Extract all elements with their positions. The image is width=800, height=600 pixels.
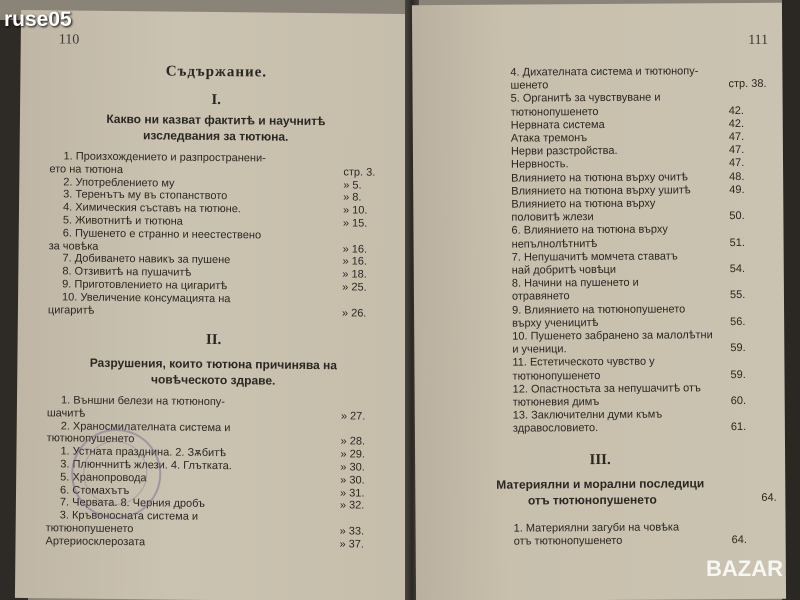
toc-entry-text: 9. Влиянието на тютюнопушенето	[512, 302, 686, 317]
toc-entry-text: 12. Опастностьта за непушачитѣ отъ	[512, 382, 701, 396]
toc-entry-text: 5. Органитѣ за чувствуване и	[510, 91, 661, 106]
toc-page-ref: 64.	[731, 534, 748, 547]
toc-page-ref: » 31.	[339, 486, 365, 500]
toc-entry-text: 6. Пушенето е странно и неестествено	[62, 227, 262, 242]
toc-entry-text: Нерви разстройства.	[510, 145, 618, 158]
toc-entry-text: здравословието.	[512, 422, 599, 435]
toc-entry	[500, 521, 788, 535]
section-heading-line: Разрушения, които тютюна причинява на	[89, 355, 338, 373]
toc-entry-text: цигаритѣ	[47, 303, 95, 317]
toc-page-ref: 59.	[730, 342, 746, 355]
toc-page-ref: 60.	[730, 394, 747, 408]
toc-page-ref: 55.	[729, 289, 746, 302]
page-number: 111	[748, 32, 769, 48]
toc-entry-text: 2. Употреблението му	[63, 176, 175, 190]
toc-page-ref: 42.	[728, 104, 745, 117]
toc-entry-text: тютюнопушенето	[45, 522, 134, 536]
section-heading-line: Какво ни казват фактитѣ и научнитѣ	[106, 111, 326, 129]
section-numeral: II.	[205, 331, 222, 349]
toc-page-ref: 49.	[729, 183, 745, 196]
toc-page-ref: 42.	[728, 117, 745, 130]
toc-entry	[50, 150, 396, 165]
toc-page-ref: 51.	[729, 236, 745, 249]
toc-page-ref: » 10.	[342, 204, 368, 217]
toc-page-ref: стр. 38.	[728, 78, 767, 91]
toc-page-ref: » 30.	[340, 461, 365, 474]
toc-entry-text: и ученици.	[512, 343, 567, 356]
toc-page-ref: 54.	[729, 262, 746, 276]
watermark-logo: BAZAR	[706, 556, 783, 581]
toc-entry-text: 5. Животнитѣ и тютюна	[62, 214, 183, 228]
section-numeral: I.	[211, 91, 222, 109]
toc-entry	[45, 522, 392, 538]
toc-entry-text: Нервность.	[510, 158, 569, 172]
toc-entry-text: тютюнопушенето	[512, 369, 601, 383]
toc-entry-text: 6. Влиянието на тютюна върху	[511, 223, 668, 237]
toc-entry-text: половитѣ жлези	[511, 211, 594, 224]
toc-page-ref: » 37.	[339, 538, 365, 551]
toc-entry-text: Влиянието на тютюна върху	[511, 197, 656, 211]
toc-page-ref: 50.	[729, 210, 745, 223]
toc-entry-text: 1. Материялни загуби на човѣка	[513, 521, 680, 535]
toc-entry-text: Нервната система	[510, 118, 605, 132]
toc-entry-text: 1. Произхождението и разпространени-	[63, 150, 266, 165]
toc-page-ref: 59.	[730, 368, 746, 381]
toc-page-ref: 48.	[729, 170, 745, 183]
section-heading-line: изследвания за тютюна.	[143, 128, 289, 144]
toc-entry-text: 5. Хранопровода	[60, 471, 147, 485]
toc-page-ref: » 18.	[342, 268, 367, 281]
toc-entry-text: 10. Пушенето забранено за малолѣтни	[512, 329, 713, 343]
toc-entry-text: 7. Непушачитѣ момчета ставатъ	[511, 250, 678, 264]
toc-page-ref: » 30.	[340, 474, 365, 487]
ink-stamp	[71, 429, 162, 520]
contents-title: Съдържание.	[165, 63, 268, 81]
toc-page-ref: » 15.	[342, 217, 368, 230]
toc-page-ref: 56.	[730, 315, 746, 328]
toc-page-ref: » 27.	[340, 410, 366, 423]
toc-entry-text: тютюнопушенето	[46, 432, 135, 446]
toc-entry-text: 4. Дихателната система и тютюнопу-	[510, 65, 699, 79]
toc-entry-text: върху ученицитѣ	[512, 316, 599, 330]
toc-entry-text: 9. Приготовлението на цигаритѣ	[62, 278, 228, 293]
toc-entry-text: 8. Отзивитѣ на пушачитѣ	[62, 265, 192, 279]
toc-entry-text: 7. Добиването навикъ за пушене	[62, 252, 231, 267]
toc-entry-text: Артериосклерозата	[45, 535, 146, 549]
toc-entry-text: 11. Естетическото чувство у	[512, 356, 655, 369]
toc-page-ref: 61.	[730, 421, 747, 434]
toc-page-ref: » 28.	[340, 435, 366, 448]
toc-page-ref: » 16.	[342, 242, 368, 256]
toc-page-ref: » 26.	[341, 306, 367, 320]
toc-page-ref: » 25.	[342, 281, 367, 294]
toc-page-ref: стр. 3.	[343, 166, 376, 179]
toc-entry-text: 3. Теренътъ му въ стопанството	[63, 188, 228, 203]
toc-entry-text: 13. Заключителни думи къмъ	[512, 408, 663, 422]
toc-entry-text: непълнолѣтнитѣ	[511, 237, 598, 251]
toc-page-ref: 47.	[728, 130, 745, 144]
left-page	[15, 10, 413, 600]
toc-entry-text: отравянето	[511, 290, 570, 303]
section-heading-line: Материялни и морални последици	[496, 476, 705, 492]
toc-entry-text: 3. Кръвоносната система и	[59, 509, 199, 524]
toc-entry-text: 7. Червата. 8. Черния дробъ	[59, 496, 206, 511]
toc-entry-text: 2. Храносмилателната система и	[60, 419, 231, 434]
section-heading-line: отъ тютюнопушенето	[527, 492, 657, 508]
toc-entry-text: най добритѣ човѣци	[511, 263, 617, 277]
toc-page-ref: » 8.	[343, 191, 362, 204]
toc-page-ref: » 32.	[339, 499, 365, 512]
toc-entry-text: шенето	[510, 79, 549, 92]
right-page	[412, 3, 786, 600]
toc-page-ref: » 29.	[340, 448, 365, 461]
section-heading-line: човѣческото здраве.	[150, 372, 276, 388]
toc-entry-text: 10. Увеличение консумацията на	[62, 291, 231, 305]
toc-page-ref: 47.	[728, 157, 745, 170]
toc-entry-text: за човѣка	[48, 239, 99, 253]
toc-entry-text: ето на тютюна	[49, 163, 124, 176]
toc-entry	[496, 65, 784, 79]
toc-page-ref: » 5.	[343, 178, 362, 192]
toc-entry-text: шачитѣ	[46, 407, 86, 420]
toc-entry-text: 3. Плюнчнитѣ жлези. 4. Глътката.	[60, 458, 232, 473]
toc-page-ref: » 33.	[339, 525, 365, 538]
toc-entry-text: Влиянието на тютюна върху ушитѣ	[511, 184, 691, 198]
watermark-text: ruse05	[4, 8, 72, 31]
section-numeral: III.	[589, 451, 611, 469]
toc-entry-text: отъ тютюнопушенето	[513, 535, 623, 548]
toc-entry	[47, 394, 393, 409]
toc-entry-text: 8. Начини на пушенето и	[511, 276, 639, 290]
toc-entry-text: 4. Химическия съставъ на тютюне.	[62, 201, 241, 216]
toc-entry-text: Атака тремонъ	[510, 132, 588, 145]
toc-entry-text: 1. Външни белези на тютюнопу-	[60, 394, 226, 409]
toc-page-ref: » 16.	[342, 255, 368, 268]
toc-entry-text: тютюнопушенето	[510, 105, 599, 119]
page-number: 110	[58, 32, 80, 48]
toc-entry-text: тютюневия димъ	[512, 396, 600, 409]
toc-page-ref: 47.	[728, 144, 745, 157]
toc-entry-text: Влиянието на тютюна върху очитѣ	[511, 170, 688, 185]
toc-entry-text: 1. Устната празднина. 2. Зѫбитѣ	[60, 445, 227, 460]
toc-entry-text: 6. Стомахътъ	[60, 483, 130, 497]
